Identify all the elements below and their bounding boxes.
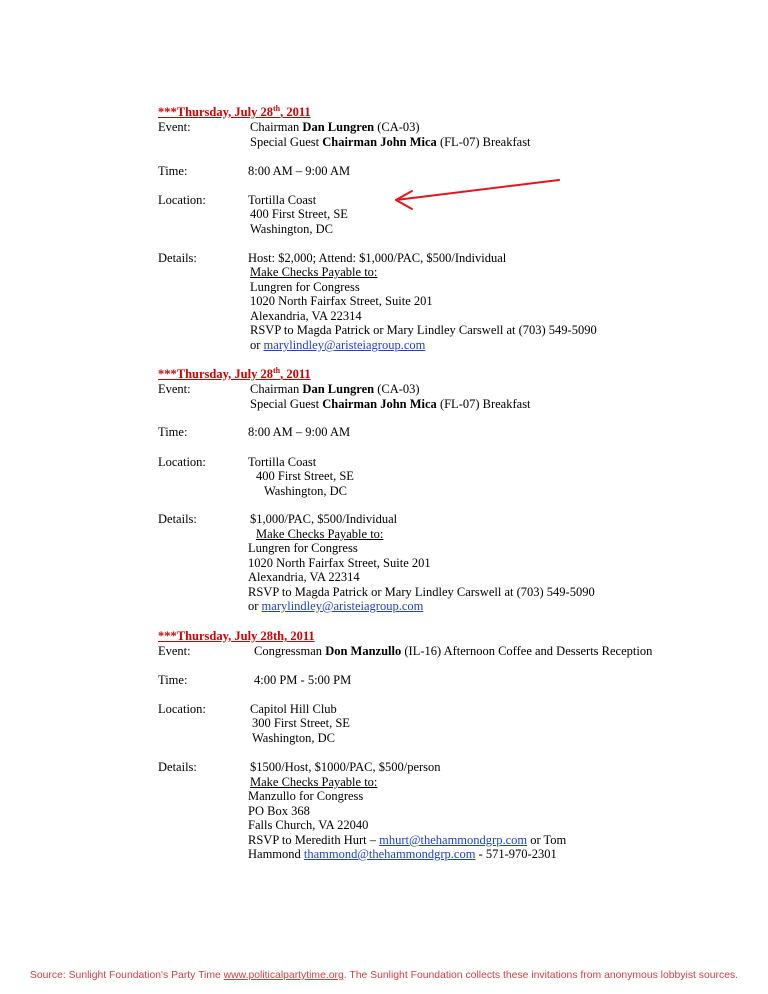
event-1-event-line1: Chairman Dan Lungren (CA-03) (250, 120, 420, 134)
event-1-time-label: Time: (158, 164, 188, 178)
event-2-email-line: or marylindley@aristeiagroup.com (248, 599, 424, 613)
event-1-checks-label: Make Checks Payable to: (250, 265, 378, 279)
event-2-payee-name: Lungren for Congress (248, 541, 358, 555)
event-1-date: ***Thursday, July 28th, 2011 (158, 103, 311, 119)
event-3-location-label: Location: (158, 702, 206, 716)
event-2-time: 8:00 AM – 9:00 AM (248, 425, 351, 439)
footer-link[interactable]: www.politicalpartytime.org (223, 970, 344, 981)
event-3-event-label: Event: (158, 644, 191, 658)
event-2-payee-street: 1020 North Fairfax Street, Suite 201 (248, 556, 431, 570)
event-3-email-link-1[interactable]: mhurt@thehammondgrp.com (379, 833, 528, 847)
event-1-location-city: Washington, DC (250, 222, 334, 236)
event-1-details-prices: Host: $2,000; Attend: $1,000/PAC, $500/Individual (248, 251, 507, 265)
event-2-payee-city: Alexandria, VA 22314 (248, 570, 360, 584)
event-3-location-street: 300 First Street, SE (252, 716, 350, 730)
event-3-event-line1: Congressman Don Manzullo (IL-16) Afternoon Coffee and Desserts Reception (254, 644, 653, 658)
event-1-payee-name: Lungren for Congress (250, 280, 360, 294)
event-1-location-name: Tortilla Coast (248, 193, 317, 207)
event-2-email-link[interactable]: marylindley@aristeiagroup.com (261, 599, 424, 613)
event-1-email-line: or marylindley@aristeiagroup.com (250, 338, 426, 352)
red-arrow-annotation (0, 0, 768, 260)
event-3-time: 4:00 PM - 5:00 PM (254, 673, 352, 687)
event-1-payee-street: 1020 North Fairfax Street, Suite 201 (250, 294, 433, 308)
event-3-location-city: Washington, DC (252, 731, 336, 745)
event-1-details-label: Details: (158, 251, 197, 265)
event-1-event-line2: Special Guest Chairman John Mica (FL-07) Breakfast (250, 135, 531, 149)
event-1-location-street: 400 First Street, SE (250, 207, 348, 221)
event-3-time-label: Time: (158, 673, 188, 687)
event-2-time-label: Time: (158, 425, 188, 439)
event-1-location-label: Location: (158, 193, 206, 207)
event-2-event-line1: Chairman Dan Lungren (CA-03) (250, 382, 420, 396)
event-3-location-name: Capitol Hill Club (250, 702, 337, 716)
event-2-rsvp: RSVP to Magda Patrick or Mary Lindley Carswell at (703) 549-5090 (248, 585, 595, 599)
event-3-payee-city: Falls Church, VA 22040 (248, 818, 369, 832)
event-2-location-city: Washington, DC (264, 484, 348, 498)
event-2-checks-label: Make Checks Payable to: (256, 527, 384, 541)
event-3-details-prices: $1500/Host, $1000/PAC, $500/person (250, 760, 441, 774)
event-1-rsvp: RSVP to Magda Patrick or Mary Lindley Carswell at (703) 549-5090 (250, 323, 597, 337)
event-3-details-label: Details: (158, 760, 197, 774)
event-3-payee-pobox: PO Box 368 (248, 804, 310, 818)
event-1-email-link[interactable]: marylindley@aristeiagroup.com (263, 338, 426, 352)
event-2-details-prices: $1,000/PAC, $500/Individual (250, 512, 398, 526)
event-2-location-label: Location: (158, 455, 206, 469)
event-2-event-line2: Special Guest Chairman John Mica (FL-07) Breakfast (250, 397, 531, 411)
event-2-location-street: 400 First Street, SE (256, 469, 354, 483)
event-2-details-label: Details: (158, 512, 197, 526)
event-1-event-label: Event: (158, 120, 191, 134)
source-footer: Source: Sunlight Foundation's Party Time www.politicalpartytime.org. The Sunlight Foundation collects these invitations from anonymous lobbyist sources. (29, 970, 739, 981)
event-2-date: ***Thursday, July 28th, 2011 (158, 365, 311, 381)
event-3-hammond-line: Hammond thammond@thehammondgrp.com - 571-970-2301 (248, 847, 557, 861)
event-3-payee-name: Manzullo for Congress (248, 789, 364, 803)
event-2-event-label: Event: (158, 382, 191, 396)
event-3-date: ***Thursday, July 28th, 2011 (158, 629, 315, 643)
event-1-payee-city: Alexandria, VA 22314 (250, 309, 362, 323)
event-1-time: 8:00 AM – 9:00 AM (248, 164, 351, 178)
event-3-rsvp-line: RSVP to Meredith Hurt – mhurt@thehammondgrp.com or Tom (248, 833, 567, 847)
event-3-email-link-2[interactable]: thammond@thehammondgrp.com (303, 847, 476, 861)
event-2-location-name: Tortilla Coast (248, 455, 317, 469)
arrow-shaft (396, 180, 559, 200)
event-3-checks-label: Make Checks Payable to: (250, 775, 378, 789)
